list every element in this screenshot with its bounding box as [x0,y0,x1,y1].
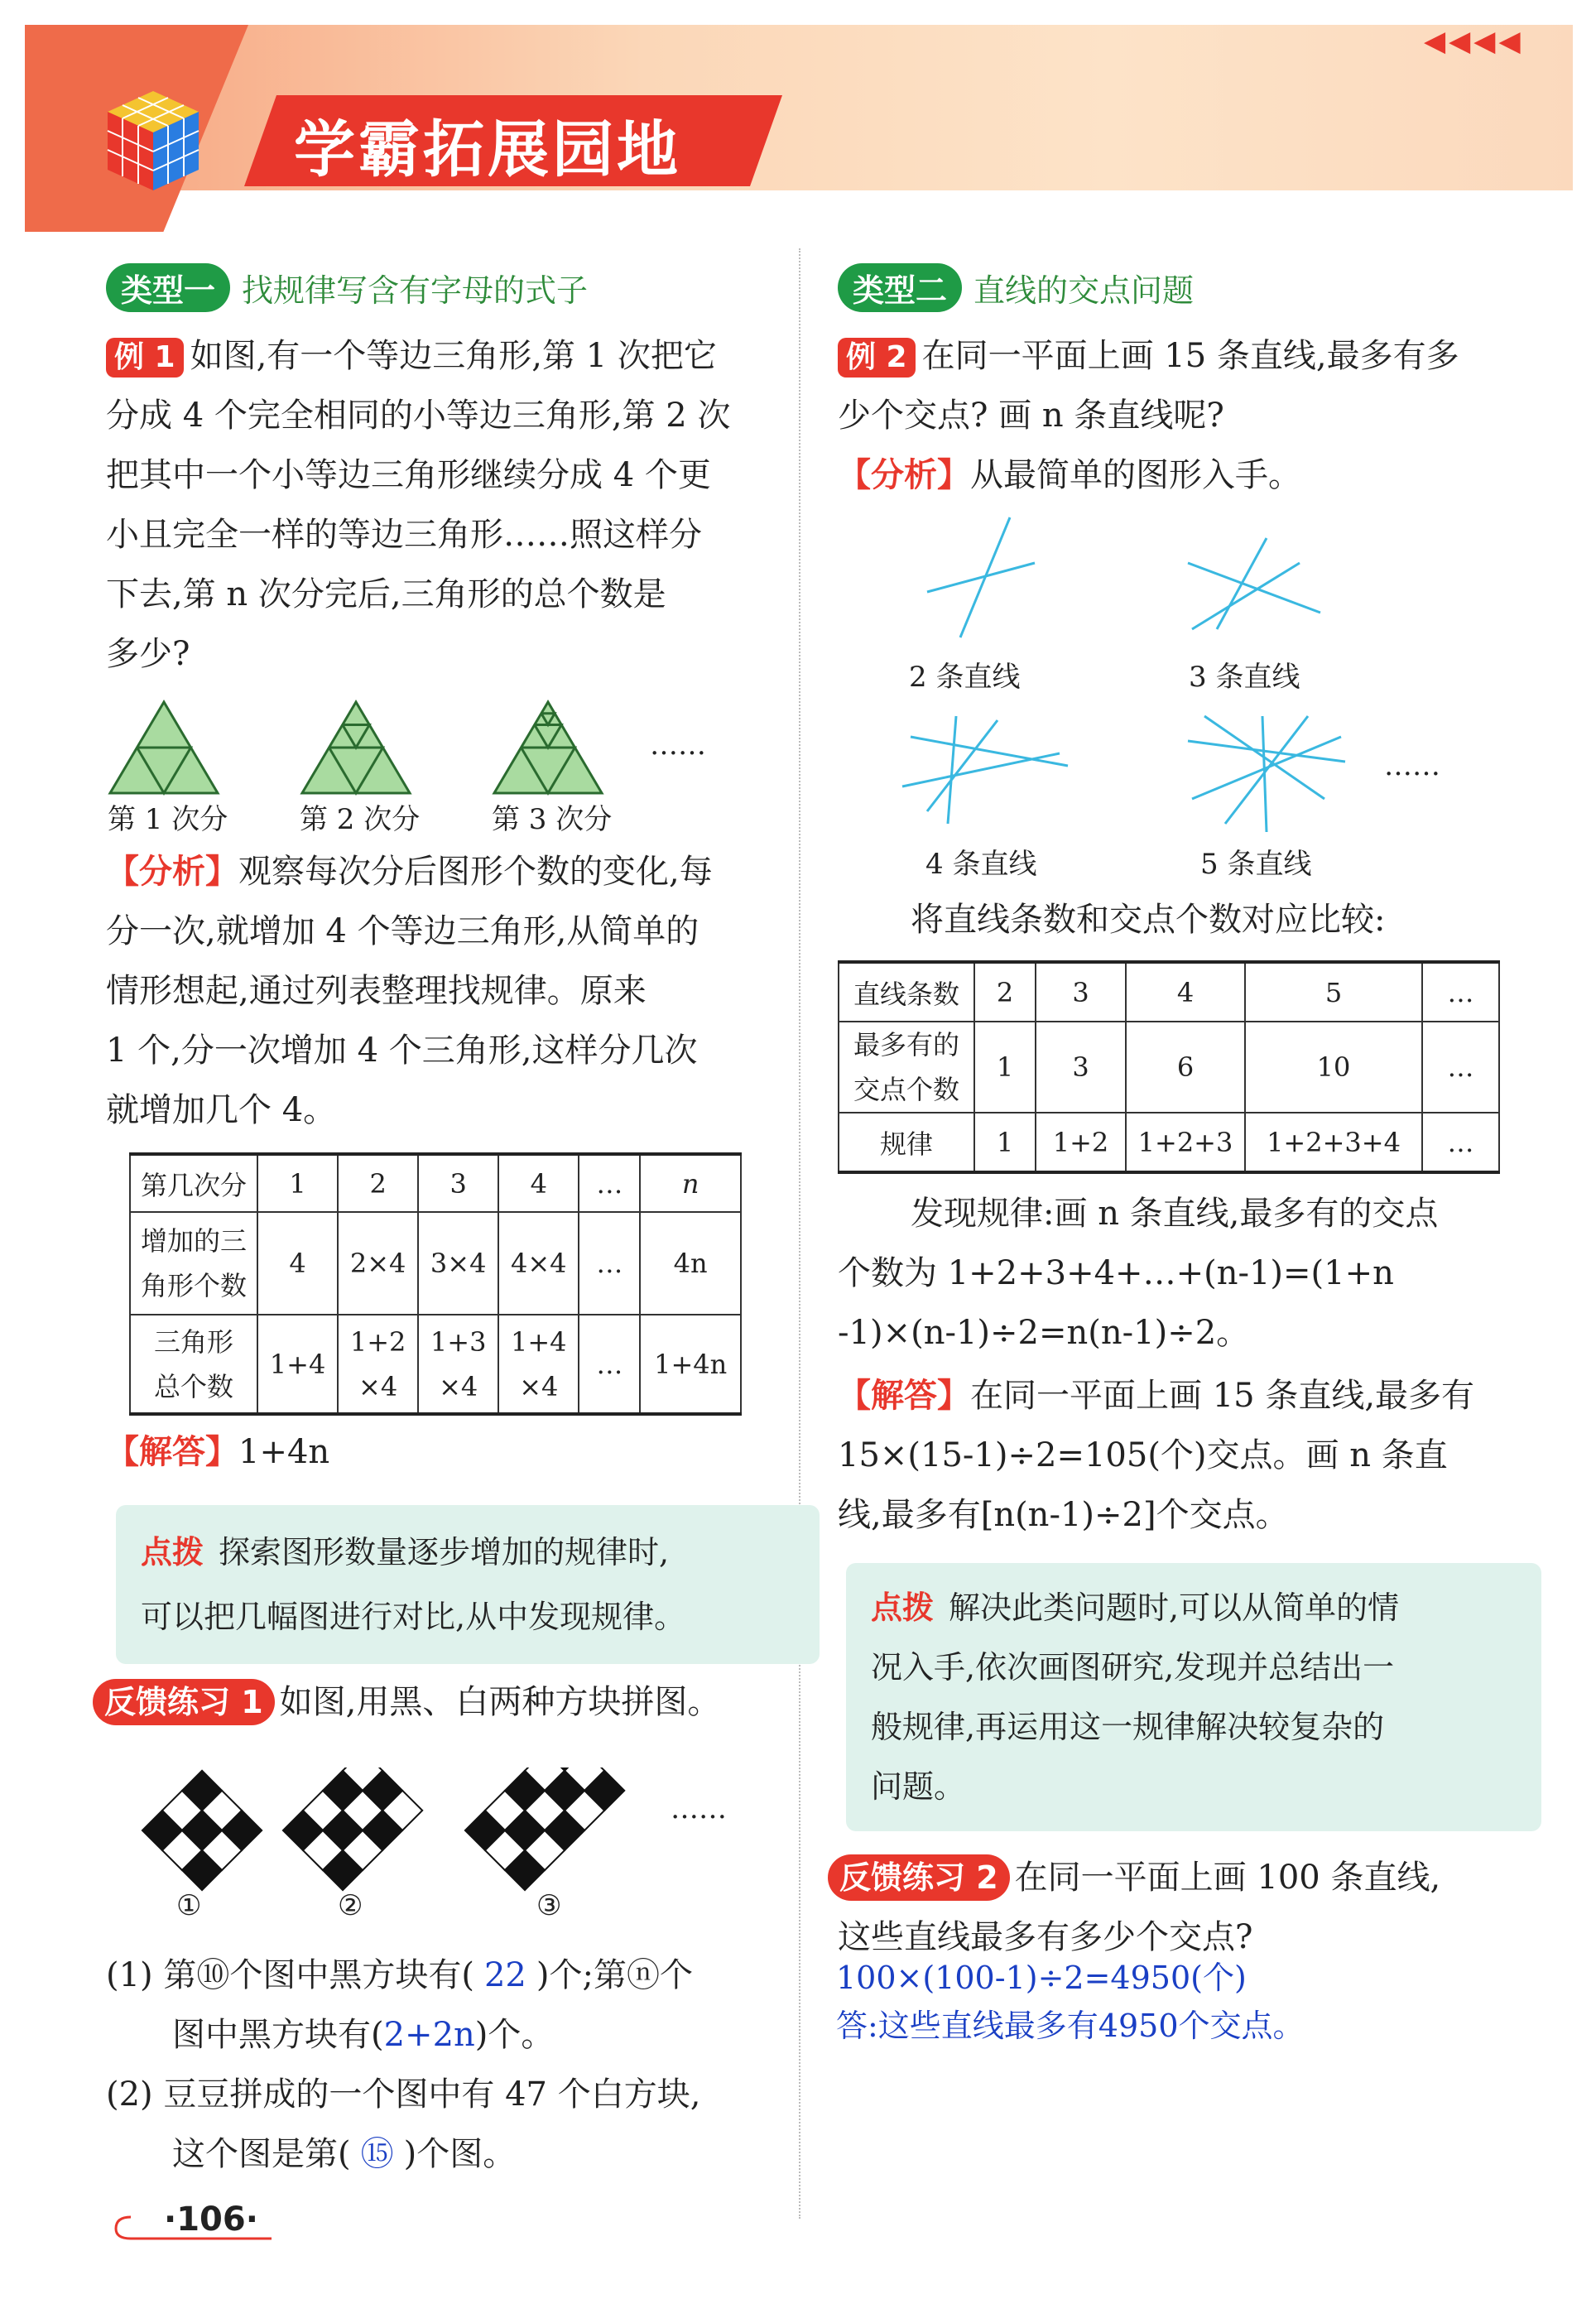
answer-2-2n: 2+2n [383,2016,475,2054]
feedback1-heading [93,1672,720,1732]
table-cell: … [1422,1113,1499,1172]
table-cell-line: ×4 [358,1370,398,1402]
example2-line: 在同一平面上画 15 条直线,最多有多 [921,337,1459,375]
type2-heading [838,263,1194,312]
tip1-line: 可以把几幅图进行对比,从中发现规律。 [141,1599,686,1635]
checker-figure-3 [465,1768,624,1890]
table-cell: 3×4 [418,1212,498,1315]
line-caption: 2 条直线 [909,661,1021,694]
page-number: ·106· [164,2200,258,2239]
figure-label: ① [176,1889,202,1922]
triangle-caption: 第 1 次分 [108,803,228,836]
table-cell [130,1212,257,1315]
feedback2-line: 在同一平面上画 100 条直线, [1014,1859,1441,1897]
triangle-caption: 第 2 次分 [300,803,421,836]
table-cell-line: 总个数 [153,1370,233,1402]
line-fig4-b [902,753,1060,786]
handwritten-line: 100×(100-1)÷2=4950(个) [836,1960,1247,1996]
line-fig3-a [1188,563,1320,613]
example2 [838,326,1517,445]
table-cell-line: ×4 [519,1370,559,1402]
table-cell: 3 [418,1154,498,1212]
rule-line: 个数为 1+2+3+4+…+(n-1)=(1+n [838,1254,1394,1292]
feedback2-line: 这些直线最多有多少个交点? [838,1918,1253,1956]
analysis1-line: 情形想起,通过列表整理找规律。原来 [106,972,647,1010]
analysis1-line: 分一次,就增加 4 个等边三角形,从简单的 [106,912,699,950]
question-text: )个图。 [403,2135,517,2173]
tip2-box [846,1563,1541,1831]
rubiks-cube-icon [99,87,207,195]
line-fig2-b [960,517,1010,637]
type1-pill: 类型一 [106,263,230,312]
type2-title: 直线的交点问题 [973,272,1195,309]
answer1-label: 【解答】 [106,1433,238,1471]
answer-22: 22 [483,1956,526,1994]
table-cell: 2×4 [338,1212,418,1315]
tip1-box [116,1505,820,1664]
answer1 [106,1422,329,1482]
table-cell-line: 1+4 [511,1325,567,1358]
tip2-line: 问题。 [871,1768,966,1805]
analysis2-text: 从最简单的图形入手。 [970,456,1301,494]
table-cell: … [1422,1022,1499,1113]
example1-line: 多少? [106,635,190,673]
table-cell [130,1315,257,1414]
rule-line: -1)×(n-1)÷2=n(n-1)÷2。 [838,1314,1250,1352]
checker-figure-2 [283,1768,422,1890]
table-cell-line: ×4 [439,1370,478,1402]
line-fig3-c [1217,538,1267,629]
table-cell: 规律 [839,1113,974,1172]
line-fig4-a [911,737,1068,766]
question-text: (1) 第⑩个图中黑方块有( [106,1956,474,1994]
question-text: 图中黑方块有( [172,2016,384,2054]
analysis2-label: 【分析】 [838,456,970,494]
table-cell-line: 1+3 [430,1325,487,1358]
table-cell: 1 [974,1022,1036,1113]
table-cell: 1+2 [1036,1113,1126,1172]
line-fig3-b [1192,563,1300,629]
figure-label: ② [338,1889,363,1922]
table-cell: 1 [257,1154,338,1212]
example1-line: 如图,有一个等边三角形,第 1 次把它 [190,337,717,375]
table-cell: 第几次分 [130,1154,257,1212]
table-cell: 2 [974,962,1036,1022]
tip1-line: 探索图形数量逐步增加的规律时, [219,1534,670,1570]
table-cell: 4n [640,1212,741,1315]
line-fig5-b [1192,737,1341,799]
feedback1-pill: 反馈练习 1 [93,1679,275,1725]
type2-pill: 类型二 [838,263,962,312]
tip2-line: 况入手,依次画图研究,发现并总结出一 [871,1649,1395,1686]
answer2-line: 在同一平面上画 15 条直线,最多有 [970,1377,1475,1415]
table-cell: 1+2+3+4 [1245,1113,1422,1172]
table-cell: 4 [1126,962,1245,1022]
line-caption: 5 条直线 [1200,848,1312,881]
triangle-figure-2 [302,702,410,793]
table-cell-line: 三角形 [153,1325,233,1358]
triangle-figure-3 [494,702,602,793]
answer2-line: 线,最多有[n(n-1)÷2]个交点。 [838,1496,1289,1534]
table-cell [498,1315,579,1414]
table-cell: 4 [498,1154,579,1212]
table-cell: 1+4n [640,1315,741,1414]
example1-line: 把其中一个小等边三角形继续分成 4 个更 [106,456,711,494]
arrow-decoration: ◀◀◀◀ [1424,25,1524,58]
analysis1-line: 1 个,分一次增加 4 个三角形,这样分几次 [106,1032,698,1070]
example1-line: 下去,第 n 次分完后,三角形的总个数是 [106,575,666,613]
example1-line: 小且完全一样的等边三角形……照这样分 [106,516,702,554]
answer1-text: 1+4n [238,1433,330,1471]
question-text: )个。 [474,2016,555,2054]
tip1-label: 点拨 [141,1534,204,1570]
table-cell [839,1022,974,1113]
triangle-figure-1 [110,702,218,793]
table-cell-line: 角形个数 [140,1270,247,1301]
type1-heading [106,263,588,312]
line-fig4-c [948,716,956,824]
table-cell-line: 增加的三 [140,1225,247,1257]
checker-ellipsis: …… [671,1792,727,1825]
table-cell: … [1422,962,1499,1022]
triangle-ellipsis: …… [650,729,706,762]
checker-figure-1 [142,1771,262,1890]
triangle-caption: 第 3 次分 [492,803,613,836]
table-cell: 3 [1036,1022,1126,1113]
table-cell: … [579,1154,640,1212]
table-cell: 直线条数 [839,962,974,1022]
handwritten-line: 答:这些直线最多有4950个交点。 [836,2008,1305,2044]
triangle-table [129,1152,742,1416]
answer2-label: 【解答】 [838,1377,970,1415]
analysis1-line: 就增加几个 4。 [106,1091,337,1129]
feedback1-text: 如图,用黑、白两种方块拼图。 [279,1683,721,1721]
line-caption: 4 条直线 [925,848,1037,881]
type1-title: 找规律写含有字母的式子 [242,272,589,309]
table-cell: 4 [257,1212,338,1315]
feedback2-work [836,1954,1305,2050]
table-cell: … [579,1212,640,1315]
table-cell: … [579,1315,640,1414]
tip2-label: 点拨 [871,1590,935,1626]
answer2 [838,1366,1517,1545]
table-cell: 6 [1126,1022,1245,1113]
table-cell: 2 [338,1154,418,1212]
feedback2-pill: 反馈练习 2 [828,1854,1010,1901]
example1 [106,326,776,684]
feedback2 [828,1848,1515,1967]
example1-line: 分成 4 个完全相同的小等边三角形,第 2 次 [106,397,731,435]
line-fig4-d [927,720,997,811]
table-cell [418,1315,498,1414]
example2-pill: 例 2 [838,338,916,378]
answer2-line: 15×(15-1)÷2=105(个)交点。画 n 条直 [838,1436,1448,1474]
tip2-line: 解决此类问题时,可以从简单的情 [949,1590,1400,1626]
column-divider [799,248,800,2219]
table-cell: 5 [1245,962,1422,1022]
analysis1-label: 【分析】 [106,853,238,891]
table-cell-line: 1+2 [349,1325,406,1358]
analysis1-line: 观察每次分后图形个数的变化,每 [238,853,713,891]
table-cell-line: 最多有的 [853,1029,959,1060]
table-cell: 1 [974,1113,1036,1172]
feedback1-questions [106,1945,785,2184]
table-cell: 1+4 [257,1315,338,1414]
example1-pill: 例 1 [106,338,184,378]
line-ellipsis: …… [1384,749,1440,782]
analysis2 [838,445,1301,505]
tip2-line: 般规律,再运用这一规律解决较复杂的 [871,1709,1385,1745]
example2-line: 少个交点? 画 n 条直线呢? [838,397,1224,435]
table-cell: 3 [1036,962,1126,1022]
line-caption: 3 条直线 [1189,661,1300,694]
question-text: (2) 豆豆拼成的一个图中有 47 个白方块, [106,2075,701,2114]
lines-table [838,960,1500,1174]
rule-text [838,1184,1517,1363]
question-text: 这个图是第( [172,2135,351,2173]
table-cell: n [640,1154,741,1212]
table-cell [338,1315,418,1414]
table-cell-line: 交点个数 [853,1074,959,1105]
page-title: 学霸拓展园地 [294,114,681,185]
compare-text: 将直线条数和交点个数对应比较: [911,901,1386,939]
analysis1 [106,842,776,1140]
table-cell: 4×4 [498,1212,579,1315]
triangle-figures [106,695,702,803]
answer-15: ⑮ [360,2135,394,2173]
table-cell: 1+2+3 [1126,1113,1245,1172]
rule-line: 发现规律:画 n 条直线,最多有的交点 [911,1195,1439,1233]
question-text: )个;第ⓝ个 [536,1956,693,1994]
figure-label: ③ [536,1889,562,1922]
table-cell: 10 [1245,1022,1422,1113]
